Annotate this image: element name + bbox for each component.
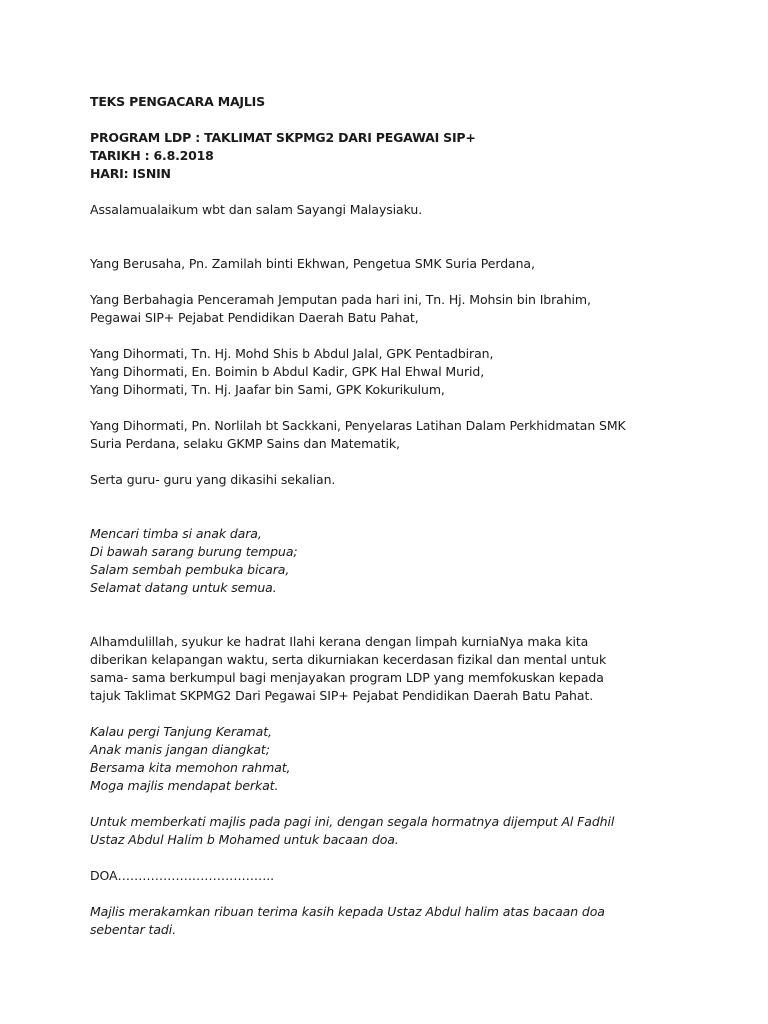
paragraph-line: Majlis merakamkan ribuan terima kasih kepada Ustaz Abdul halim atas bacaan doa — [90, 904, 605, 919]
pantun-line: Mencari timba si anak dara, — [90, 526, 262, 541]
greeting: Assalamualaikum wbt dan salam Sayangi Malaysiaku. — [90, 202, 423, 217]
paragraph-line: Alhamdulillah, syukur ke hadrat Ilahi kerana dengan limpah kurniaNya maka kita — [90, 634, 589, 649]
address-teachers: Serta guru- guru yang dikasihi sekalian. — [90, 472, 336, 487]
address-gpk-line: Yang Dihormati, Tn. Hj. Mohd Shis b Abdul Jalal, GPK Pentadbiran, — [90, 346, 494, 361]
paragraph-line: Ustaz Abdul Halim b Mohamed untuk bacaan doa. — [90, 832, 399, 847]
paragraph-line: tajuk Taklimat SKPMG2 Dari Pegawai SIP+ Pejabat Pendidikan Daerah Batu Pahat. — [90, 688, 594, 703]
address-speaker-line: Pegawai SIP+ Pejabat Pendidikan Daerah Batu Pahat, — [90, 310, 419, 325]
paragraph-gratitude — [90, 633, 730, 705]
day-heading: HARI: ISNIN — [90, 166, 171, 181]
address-coordinator — [90, 417, 730, 453]
pantun-line: Selamat datang untuk semua. — [90, 580, 277, 595]
address-coordinator-line: Suria Perdana, selaku GKMP Sains dan Matematik, — [90, 436, 400, 451]
pantun-line: Kalau pergi Tanjung Keramat, — [90, 724, 272, 739]
pantun-line: Moga majlis mendapat berkat. — [90, 778, 279, 793]
pantun-opening — [90, 525, 730, 597]
paragraph-line: Untuk memberkati majlis pada pagi ini, dengan segala hormatnya dijemput Al Fadhil — [90, 814, 615, 829]
date-heading: TARIKH : 6.8.2018 — [90, 148, 214, 163]
pantun-line: Salam sembah pembuka bicara, — [90, 562, 290, 577]
address-gpk — [90, 345, 730, 399]
document-title: TEKS PENGACARA MAJLIS — [90, 94, 265, 109]
address-gpk-line: Yang Dihormati, En. Boimin b Abdul Kadir, GPK Hal Ehwal Murid, — [90, 364, 485, 379]
paragraph-thanks — [90, 903, 730, 939]
address-gpk-line: Yang Dihormati, Tn. Hj. Jaafar bin Sami, GPK Kokurikulum, — [90, 382, 445, 397]
address-coordinator-line: Yang Dihormati, Pn. Norlilah bt Sackkani, Penyelaras Latihan Dalam Perkhidmatan SMK — [90, 418, 626, 433]
address-principal: Yang Berusaha, Pn. Zamilah binti Ekhwan, Pengetua SMK Suria Perdana, — [90, 256, 535, 271]
pantun-line: Bersama kita memohon rahmat, — [90, 760, 291, 775]
address-speaker-line: Yang Berbahagia Penceramah Jemputan pada hari ini, Tn. Hj. Mohsin bin Ibrahim, — [90, 292, 591, 307]
program-heading: PROGRAM LDP : TAKLIMAT SKPMG2 DARI PEGAWAI SIP+ — [90, 130, 476, 145]
paragraph-line: diberikan kelapangan waktu, serta dikurniakan kecerdasan fizikal dan mental untuk — [90, 652, 607, 667]
pantun-line: Di bawah sarang burung tempua; — [90, 544, 298, 559]
pantun-line: Anak manis jangan diangkat; — [90, 742, 270, 757]
paragraph-line: sama- sama berkumpul bagi menjayakan program LDP yang memfokuskan kepada — [90, 670, 604, 685]
doa-line: DOA……………………………….. — [90, 868, 275, 883]
paragraph-line: sebentar tadi. — [90, 922, 176, 937]
paragraph-invitation — [90, 813, 730, 849]
pantun-blessing — [90, 723, 730, 795]
address-speaker — [90, 291, 730, 327]
document-body — [90, 93, 730, 939]
